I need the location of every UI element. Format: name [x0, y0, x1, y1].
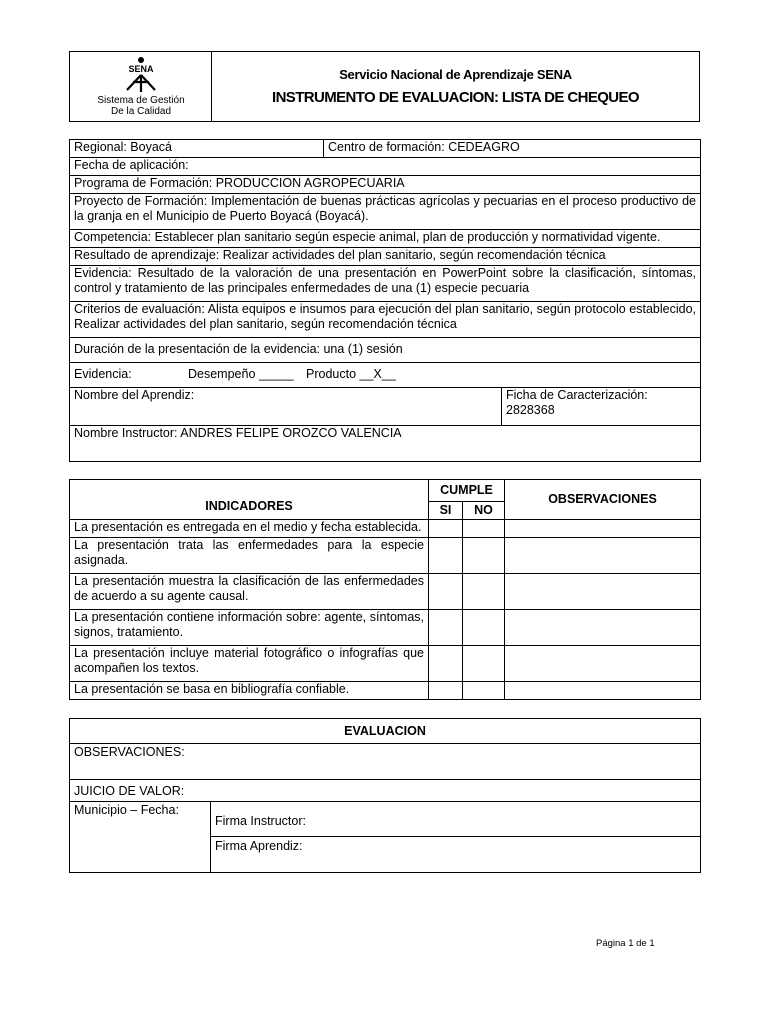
- ficha-field: [502, 388, 701, 426]
- indicators-table: [69, 479, 700, 700]
- evaluacion-title: EVALUACION: [70, 719, 701, 744]
- evidencia-label: Evidencia:: [74, 367, 132, 381]
- table-row: [70, 646, 701, 682]
- table-row: [70, 682, 701, 700]
- criterios-field: Criterios de evaluación: Alista equipos e insumos para ejecución del plan sanitario, según protocolo establecido, Realizar actividades del plan sanitario, según recomendación técnica: [70, 302, 701, 338]
- table-row: [70, 538, 701, 574]
- evidencia-type-row: [70, 363, 701, 388]
- observaciones-cell[interactable]: [505, 682, 701, 700]
- evidencia-description: Evidencia: Resultado de la valoración de una presentación en PowerPoint sobre la clasificación, síntomas, control y tratamiento de las principales enfermedades de una (1) especie pecuaria: [70, 266, 701, 302]
- no-cell[interactable]: [463, 520, 505, 538]
- no-cell[interactable]: [463, 574, 505, 610]
- no-cell[interactable]: [463, 610, 505, 646]
- si-cell[interactable]: [429, 646, 463, 682]
- si-cell[interactable]: [429, 538, 463, 574]
- page-number: Página 1 de 1: [596, 938, 655, 949]
- nombre-aprendiz-field: Nombre del Aprendiz:: [70, 388, 502, 426]
- observaciones-cell[interactable]: [505, 646, 701, 682]
- indicator-text: La presentación contiene información sobre: agente, síntomas, signos, tratamiento.: [70, 610, 429, 646]
- centro-field: Centro de formación: CEDEAGRO: [324, 140, 701, 158]
- fecha-field: Fecha de aplicación:: [70, 158, 701, 176]
- sena-logo-icon: [117, 56, 165, 94]
- info-table: [69, 139, 700, 462]
- desempeno-option: Desempeño _____: [188, 367, 294, 381]
- header-observaciones: OBSERVACIONES: [505, 480, 701, 520]
- si-cell[interactable]: [429, 574, 463, 610]
- table-row: [70, 520, 701, 538]
- document-header: [69, 51, 700, 122]
- row-regional: [70, 140, 701, 158]
- instructor-field: Nombre Instructor: ANDRES FELIPE OROZCO VALENCIA: [70, 426, 701, 462]
- no-cell[interactable]: [463, 682, 505, 700]
- observaciones-field[interactable]: OBSERVACIONES:: [70, 744, 701, 780]
- proyecto-field: Proyecto de Formación: Implementación de buenas prácticas agrícolas y pecuarias en el proceso productivo de la granja en el Municipio de Puerto Boyacá (Boyacá).: [70, 194, 701, 230]
- observaciones-cell[interactable]: [505, 574, 701, 610]
- evaluacion-table: [69, 718, 700, 873]
- observaciones-cell[interactable]: [505, 520, 701, 538]
- institution-title: Servicio Nacional de Aprendizaje SENA: [339, 67, 572, 82]
- firma-aprendiz-field[interactable]: Firma Aprendiz:: [211, 837, 701, 873]
- observaciones-cell[interactable]: [505, 538, 701, 574]
- no-cell[interactable]: [463, 538, 505, 574]
- title-cell: [212, 52, 699, 121]
- header-no: NO: [463, 502, 505, 520]
- observaciones-cell[interactable]: [505, 610, 701, 646]
- firma-instructor-field[interactable]: Firma Instructor:: [211, 802, 701, 837]
- header-si: SI: [429, 502, 463, 520]
- si-cell[interactable]: [429, 520, 463, 538]
- regional-field: Regional: Boyacá: [70, 140, 324, 158]
- logo-wordmark: SENA: [128, 64, 154, 74]
- si-cell[interactable]: [429, 610, 463, 646]
- table-row: [70, 574, 701, 610]
- programa-field: Programa de Formación: PRODUCCION AGROPECUARIA: [70, 176, 701, 194]
- duracion-field: Duración de la presentación de la evidencia: una (1) sesión: [70, 338, 701, 363]
- si-cell[interactable]: [429, 682, 463, 700]
- juicio-field[interactable]: JUICIO DE VALOR:: [70, 780, 701, 802]
- indicator-text: La presentación es entregada en el medio y fecha establecida.: [70, 520, 429, 538]
- logo-cell: [70, 52, 212, 121]
- header-indicadores: INDICADORES: [70, 480, 429, 520]
- header-cumple: CUMPLE: [429, 480, 505, 502]
- resultado-field: Resultado de aprendizaje: Realizar actividades del plan sanitario, según recomendación técnica: [70, 248, 701, 266]
- ficha-value: 2828368: [506, 403, 555, 417]
- ficha-label: Ficha de Caracterización:: [506, 388, 648, 402]
- indicator-text: La presentación trata las enfermedades para la especie asignada.: [70, 538, 429, 574]
- indicator-text: La presentación muestra la clasificación de las enfermedades de acuerdo a su agente causal.: [70, 574, 429, 610]
- document-title: INSTRUMENTO DE EVALUACION: LISTA DE CHEQUEO: [272, 89, 639, 106]
- producto-option: Producto __X__: [306, 367, 396, 381]
- logo-subtitle: Sistema de Gestión De la Calidad: [97, 95, 185, 117]
- competencia-field: Competencia: Establecer plan sanitario según especie animal, plan de producción y normatividad vigente.: [70, 230, 701, 248]
- municipio-fecha-field[interactable]: Municipio – Fecha:: [70, 802, 211, 873]
- table-row: [70, 610, 701, 646]
- indicator-text: La presentación incluye material fotográfico o infografías que acompañen los textos.: [70, 646, 429, 682]
- no-cell[interactable]: [463, 646, 505, 682]
- indicator-text: La presentación se basa en bibliografía confiable.: [70, 682, 429, 700]
